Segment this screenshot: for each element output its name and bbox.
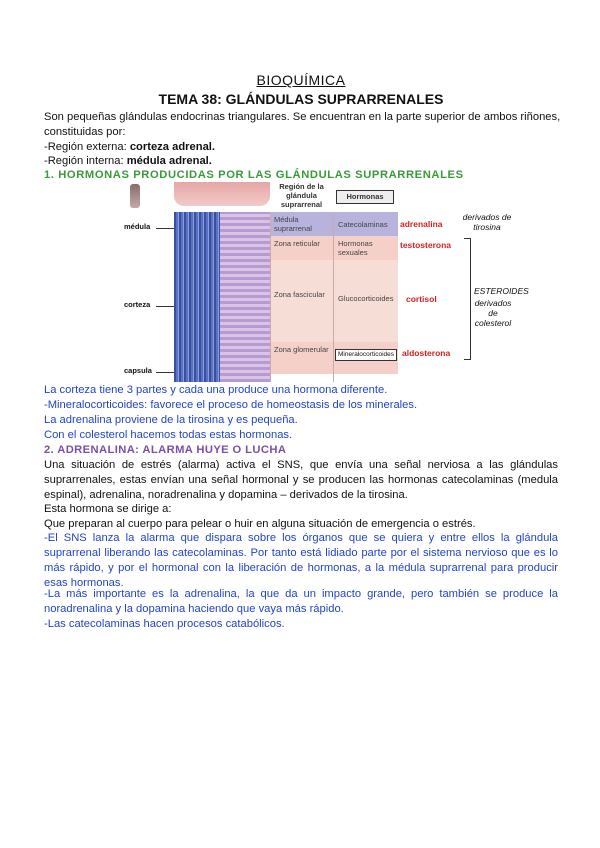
- region-medula: Médula suprarrenal: [274, 215, 312, 233]
- note-tirosina: derivados de tirosina: [462, 212, 512, 232]
- hormone-mineralocorticoides: Mineralocorticoides: [335, 349, 397, 361]
- hormone-glucocorticoides: Glucocorticoides: [338, 294, 394, 303]
- tissue-image-inner: [220, 212, 270, 382]
- subject-title: BIOQUÍMICA: [256, 72, 346, 88]
- note-4: Con el colesterol hacemos todas estas hormonas.: [44, 429, 293, 441]
- region-glomerular: Zona glomerular: [274, 345, 329, 354]
- topic-title: TEMA 38: GLÁNDULAS SUPRARRENALES: [158, 91, 444, 107]
- hormones-column-header: Hormonas: [336, 190, 394, 204]
- note-esteroides-title: ESTEROIDES: [474, 286, 529, 296]
- region-column-header: Región de la glándula suprarrenal: [279, 182, 324, 209]
- label-capsula: capsula: [124, 366, 152, 375]
- intro-external: [44, 140, 215, 155]
- divider-1: [270, 212, 334, 382]
- section2-blue-2: -La más importante es la adrenalina, la que da un impacto grande, pero también se produce la noradrenalina y la dopamina haciendo que vaya más rápido.: [44, 588, 558, 615]
- intro-internal: [44, 154, 212, 169]
- section2-blue-1: -El SNS lanza la alarma que dispara sobre los órganos que se quiera y entre ellos la glándula suprarrenal liberando las catecolaminas. Por tanto está lidiado parte por el sistema nervioso que es lo más rápido, y por el hormonal con la liberación de hormonas, a la médula suprarrenal para producir esas hormonas.: [44, 532, 558, 589]
- region-fascicular: Zona fascicular: [274, 290, 325, 299]
- label-medula: médula: [124, 222, 151, 231]
- internal-label: -Región interna:: [44, 155, 127, 167]
- kidney-image: [130, 184, 140, 208]
- example-adrenalina: adrenalina: [400, 219, 443, 229]
- section2-paragraph-2: Esta hormona se dirige a:: [44, 503, 172, 515]
- hormone-sexuales: Hormonas sexuales: [338, 239, 373, 257]
- hormone-catecolaminas: Catecolaminas: [338, 220, 388, 229]
- section1-heading: 1. HORMONAS PRODUCIDAS POR LAS GLÁNDULAS SUPRARRENALES: [44, 169, 464, 181]
- example-testosterona: testosterona: [400, 240, 452, 250]
- section2-heading: 2. ADRENALINA: ALARMA HUYE O LUCHA: [44, 444, 287, 456]
- divider-2: [333, 212, 399, 382]
- example-aldosterona: aldosterona: [402, 348, 451, 358]
- intro-line-2: constituidas por:: [44, 126, 126, 138]
- note-2: -Mineralocorticoides: favorece el proceso de homeostasis de los minerales.: [44, 399, 418, 411]
- section2-paragraph-3: Que preparan al cuerpo para pelear o huir en alguna situación de emergencia o estrés.: [44, 518, 476, 530]
- region-reticular: Zona reticular: [274, 239, 320, 248]
- note-1: La corteza tiene 3 partes y cada una produce una hormona diferente.: [44, 384, 388, 396]
- intro-line-1: Son pequeñas glándulas endocrinas triangulares. Se encuentran en la parte superior de ambos riñones,: [44, 111, 561, 123]
- tissue-image: [174, 212, 220, 382]
- example-cortisol: cortisol: [406, 294, 437, 304]
- tick-corteza: [156, 306, 174, 307]
- section2-blue-3: -Las catecolaminas hacen procesos catabólicos.: [44, 618, 285, 630]
- gland-image-top: [174, 182, 270, 206]
- tick-medula: [156, 228, 174, 229]
- section2-paragraph-1: Una situación de estrés (alarma) activa el SNS, que envía una señal nerviosa a las glándulas suprarrenales, estas envían una señal hormonal y se producen las hormonas catecolaminas (medula espinal), adrenalina, noradrenalina y dopamina – derivados de la tirosina.: [44, 459, 558, 501]
- adrenal-figure: [124, 182, 529, 382]
- external-label: -Región externa:: [44, 141, 130, 153]
- note-esteroides: derivados de colesterol: [474, 298, 512, 328]
- steroid-brace: [464, 238, 471, 360]
- tick-capsula: [156, 372, 174, 373]
- external-value: corteza adrenal.: [129, 141, 216, 153]
- internal-value: médula adrenal.: [126, 155, 212, 167]
- note-3: La adrenalina proviene de la tirosina y es pequeña.: [44, 414, 298, 426]
- label-corteza: corteza: [124, 300, 151, 309]
